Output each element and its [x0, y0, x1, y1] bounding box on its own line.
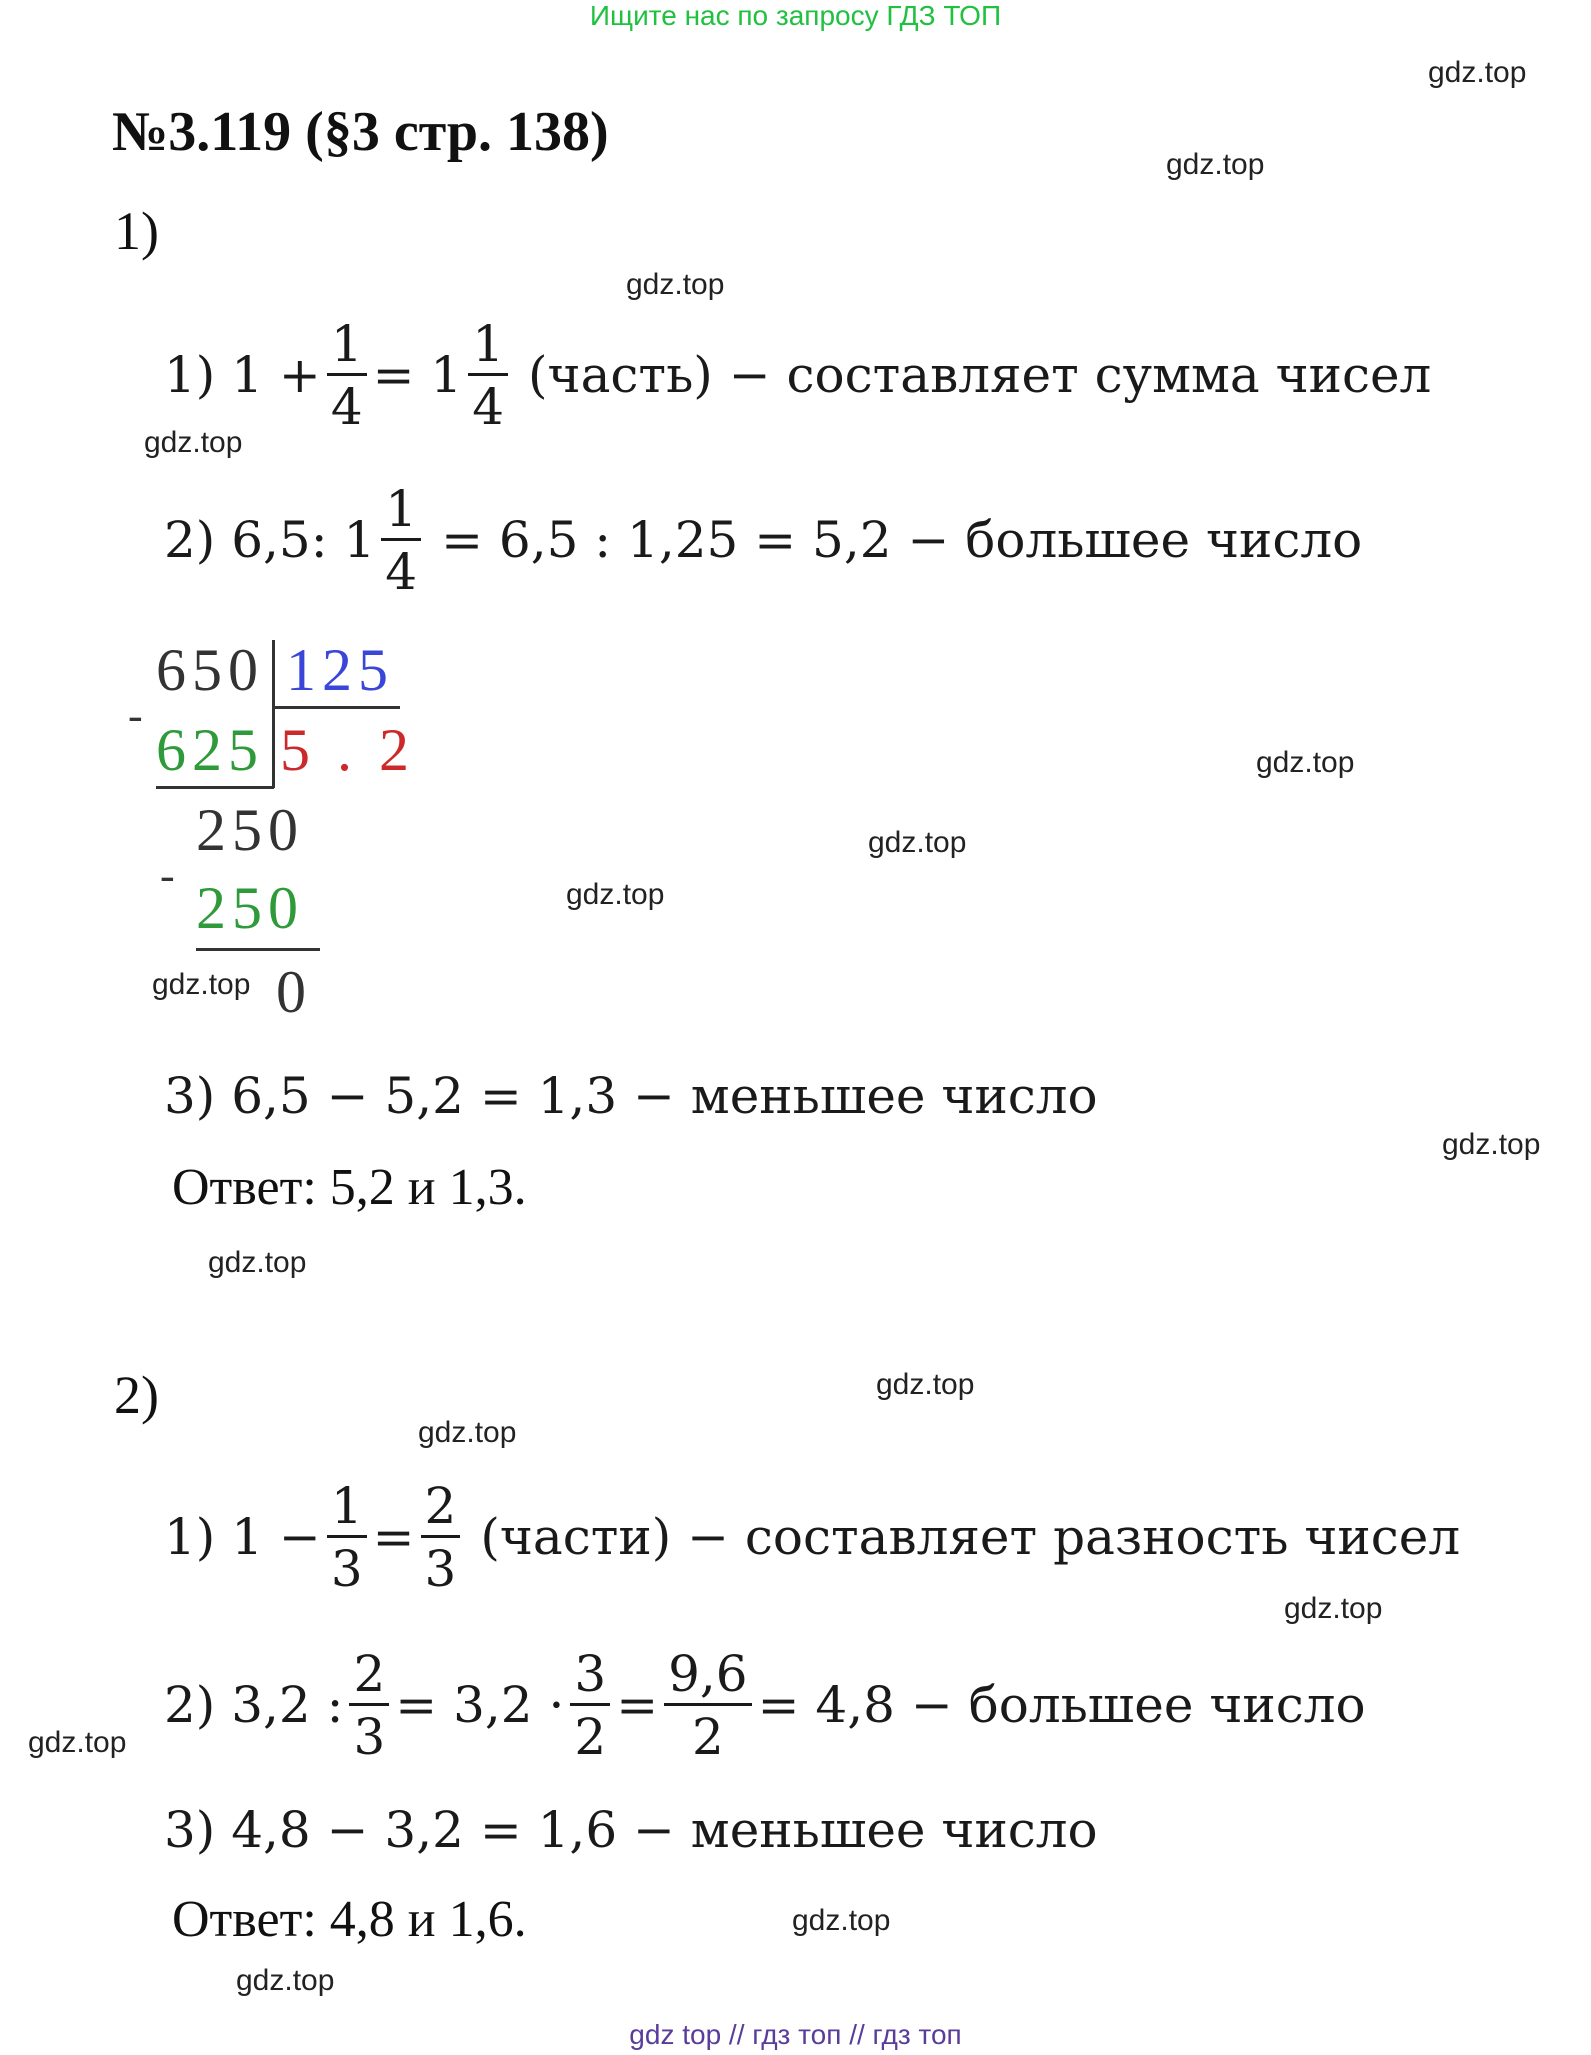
- part-1-step-1: [164, 300, 1431, 450]
- fraction-denominator: 3: [353, 1707, 386, 1766]
- step-suffix: = 6,5 : 1,25 = 5,2 − большее число: [441, 511, 1363, 569]
- fraction-numerator: 2: [421, 1481, 461, 1538]
- watermark: gdz.top: [1166, 148, 1265, 181]
- part-1-answer: Ответ: 5,2 и 1,3.: [172, 1159, 527, 1216]
- step-prefix: 2) 6,5: 1: [164, 511, 376, 569]
- part-1-step-2: [164, 465, 1362, 615]
- step-mid: =: [372, 1508, 415, 1566]
- fraction: [349, 1644, 389, 1766]
- step-mid: = 1: [372, 346, 463, 404]
- fraction-numerator: 2: [349, 1649, 389, 1706]
- division-bracket-line: [272, 706, 400, 709]
- watermark: gdz.top: [626, 268, 725, 301]
- watermark: gdz.top: [236, 1964, 335, 1997]
- watermark: gdz.top: [1284, 1592, 1383, 1625]
- fraction: [468, 314, 508, 436]
- fraction-numerator: 1: [381, 484, 421, 541]
- fraction-denominator: 3: [424, 1539, 457, 1598]
- fraction-numerator: 1: [327, 1481, 367, 1538]
- step-prefix: 1) 1 −: [164, 1508, 321, 1566]
- step-suffix: = 4,8 − большее число: [757, 1676, 1366, 1734]
- part-2-label: 2): [114, 1365, 159, 1425]
- step-prefix: 1) 1 +: [164, 346, 321, 404]
- fraction-denominator: 4: [385, 542, 418, 601]
- fraction-denominator: 2: [691, 1707, 724, 1766]
- part-2-step-1: [164, 1462, 1460, 1612]
- division-underline: [156, 786, 274, 789]
- fraction-numerator: 1: [468, 319, 508, 376]
- search-banner[interactable]: Ищите нас по запросу ГДЗ ТОП: [589, 0, 1002, 31]
- step-suffix: (часть) − составляет сумма чисел: [528, 346, 1432, 404]
- part-2-step-3: 3) 4,8 − 3,2 = 1,6 − меньшее число: [164, 1801, 1098, 1859]
- step-mid: =: [616, 1676, 659, 1734]
- watermark: gdz.top: [208, 1246, 307, 1279]
- fraction: [381, 479, 421, 601]
- fraction: [327, 1476, 367, 1598]
- watermark: gdz.top: [28, 1726, 127, 1759]
- division-remainder: 250: [196, 797, 304, 863]
- fraction-denominator: 4: [330, 377, 363, 436]
- minus-sign: -: [160, 851, 181, 900]
- watermark: gdz.top: [144, 426, 243, 459]
- fraction: [570, 1644, 610, 1766]
- watermark: gdz.top: [1442, 1128, 1541, 1161]
- watermark: gdz.top: [1256, 746, 1355, 779]
- fraction: [664, 1644, 752, 1766]
- division-dividend: 650: [156, 637, 264, 703]
- division-divisor: 125: [286, 637, 394, 703]
- watermark: gdz.top: [152, 968, 251, 1001]
- division-quotient: 5 . 2: [280, 717, 415, 783]
- watermark: gdz.top: [792, 1904, 891, 1937]
- fraction: [327, 314, 367, 436]
- minus-sign: -: [128, 691, 149, 740]
- part-1-step-3: 3) 6,5 − 5,2 = 1,3 − меньшее число: [164, 1067, 1098, 1125]
- footer-links[interactable]: gdz top // гдз топ // гдз топ: [629, 2019, 962, 2050]
- part-2-step-2: [164, 1630, 1366, 1780]
- watermark: gdz.top: [876, 1368, 975, 1401]
- division-underline: [196, 948, 320, 951]
- step-prefix: 2) 3,2 :: [164, 1676, 344, 1734]
- watermark: gdz.top: [418, 1416, 517, 1449]
- fraction-denominator: 2: [574, 1707, 607, 1766]
- watermark: gdz.top: [868, 826, 967, 859]
- page-title: №3.119 (§3 стр. 138): [112, 101, 609, 163]
- fraction-numerator: 1: [327, 319, 367, 376]
- fraction: [421, 1476, 461, 1598]
- fraction-denominator: 4: [472, 377, 505, 436]
- division-final-remainder: 0: [276, 959, 312, 1025]
- fraction-denominator: 3: [330, 1539, 363, 1598]
- fraction-numerator: 3: [570, 1649, 610, 1706]
- watermark: gdz.top: [566, 878, 665, 911]
- division-vertical-line: [272, 640, 275, 788]
- watermark: gdz.top: [1428, 56, 1527, 89]
- division-subtrahend: 250: [196, 875, 304, 941]
- division-subtrahend: 625: [156, 717, 264, 783]
- part-1-label: 1): [114, 201, 159, 261]
- part-2-answer: Ответ: 4,8 и 1,6.: [172, 1891, 527, 1948]
- step-suffix: (части) − составляет разность чисел: [480, 1508, 1461, 1566]
- step-mid: = 3,2 ·: [395, 1676, 565, 1734]
- fraction-numerator: 9,6: [664, 1649, 752, 1706]
